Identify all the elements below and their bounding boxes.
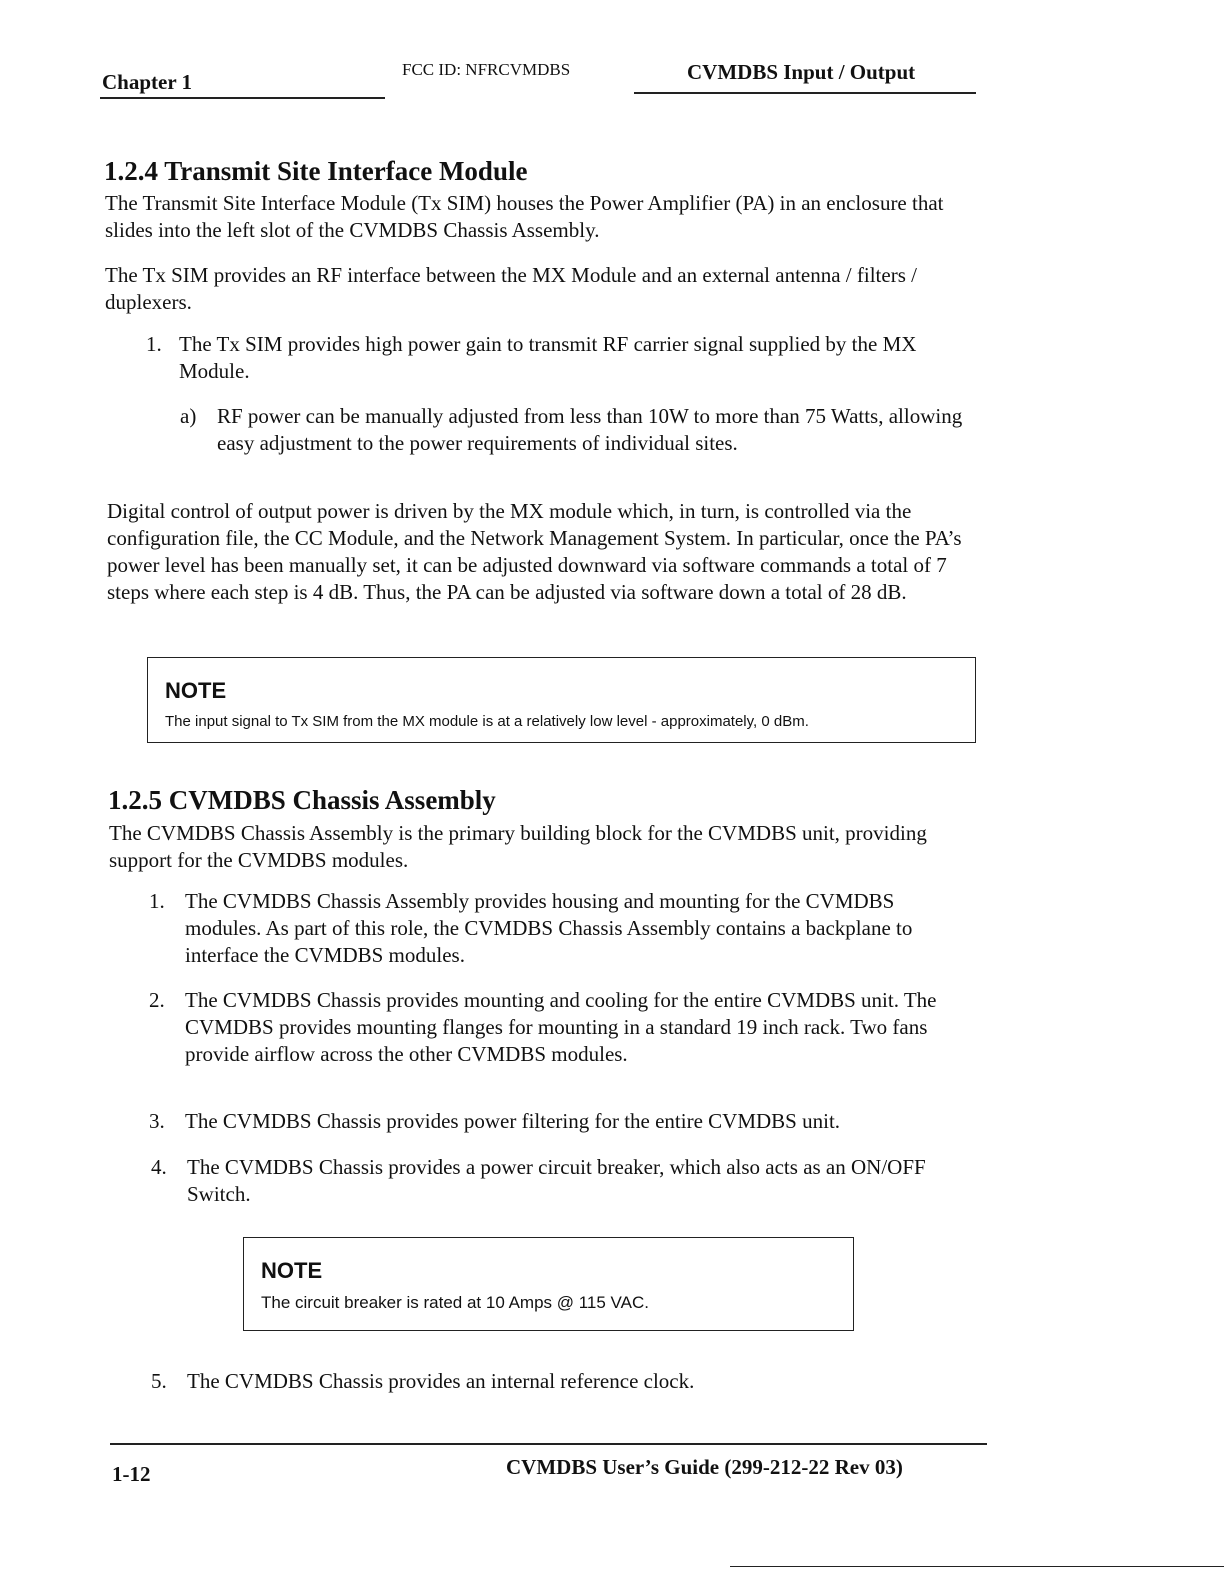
header-rule-left bbox=[100, 97, 385, 99]
header-section-title: CVMDBS Input / Output bbox=[687, 60, 916, 84]
list-text: RF power can be manually adjusted from less than 10W to more than 75 Watts, allowing easy adjustment to the power requirements of individual sites. bbox=[217, 404, 963, 455]
note-title: NOTE bbox=[165, 678, 227, 703]
footer-rule bbox=[110, 1443, 987, 1445]
paragraph: The Tx SIM provides an RF interface between the MX Module and an external antenna / filters / duplexers. bbox=[105, 263, 917, 314]
section-heading-1-2-5: 1.2.5 CVMDBS Chassis Assembly bbox=[108, 785, 496, 815]
list-number: 4. bbox=[151, 1155, 167, 1179]
header-rule-right bbox=[634, 92, 976, 94]
list-number: 2. bbox=[149, 988, 165, 1012]
page-number: 1-12 bbox=[112, 1462, 151, 1486]
list-number: 5. bbox=[151, 1369, 167, 1393]
list-letter: a) bbox=[180, 404, 197, 428]
bottom-edge-rule bbox=[730, 1566, 1224, 1567]
section-heading-1-2-4: 1.2.4 Transmit Site Interface Module bbox=[104, 156, 528, 186]
note-box bbox=[243, 1237, 854, 1331]
chapter-label: Chapter 1 bbox=[102, 70, 193, 94]
list-number: 1. bbox=[149, 889, 165, 913]
list-number: 1. bbox=[146, 332, 162, 356]
list-number: 3. bbox=[149, 1109, 165, 1133]
list-text: The CVMDBS Chassis Assembly provides housing and mounting for the CVMDBS modules. As part of this role, the CVMDBS Chassis Assembly contains a backplane to interface the CVMDBS modules. bbox=[185, 889, 913, 967]
list-text: The CVMDBS Chassis provides a power circuit breaker, which also acts as an ON/OFF Switch. bbox=[187, 1155, 926, 1206]
paragraph: Digital control of output power is driven by the MX module which, in turn, is controlled via the configuration file, the CC Module, and the Network Management System. In particular, once the PA’s power level has been manually set, it can be adjusted downward via software commands a total of 7 steps where each step is 4 dB. Thus, the PA can be adjusted via software down a total of 28 dB. bbox=[107, 499, 962, 604]
list-text: The Tx SIM provides high power gain to transmit RF carrier signal supplied by the MX Module. bbox=[179, 332, 917, 383]
note-text: The circuit breaker is rated at 10 Amps @ 115 VAC. bbox=[261, 1293, 649, 1312]
footer-guide-title: CVMDBS User’s Guide (299-212-22 Rev 03) bbox=[506, 1455, 903, 1479]
list-text: The CVMDBS Chassis provides an internal reference clock. bbox=[187, 1369, 695, 1393]
list-text: The CVMDBS Chassis provides mounting and cooling for the entire CVMDBS unit. The CVMDBS provides mounting flanges for mounting in a standard 19 inch rack. Two fans provide airflow across the other CVMDBS modules. bbox=[185, 988, 937, 1066]
paragraph: The Transmit Site Interface Module (Tx SIM) houses the Power Amplifier (PA) in an enclosure that slides into the left slot of the CVMDBS Chassis Assembly. bbox=[105, 191, 944, 242]
paragraph: The CVMDBS Chassis Assembly is the primary building block for the CVMDBS unit, providing support for the CVMDBS modules. bbox=[109, 821, 927, 872]
list-text: The CVMDBS Chassis provides power filtering for the entire CVMDBS unit. bbox=[185, 1109, 841, 1133]
fcc-id: FCC ID: NFRCVMDBS bbox=[402, 60, 571, 79]
note-title: NOTE bbox=[261, 1258, 323, 1283]
note-text: The input signal to Tx SIM from the MX module is at a relatively low level - approximately, 0 dBm. bbox=[165, 713, 809, 730]
note-box bbox=[147, 657, 976, 743]
